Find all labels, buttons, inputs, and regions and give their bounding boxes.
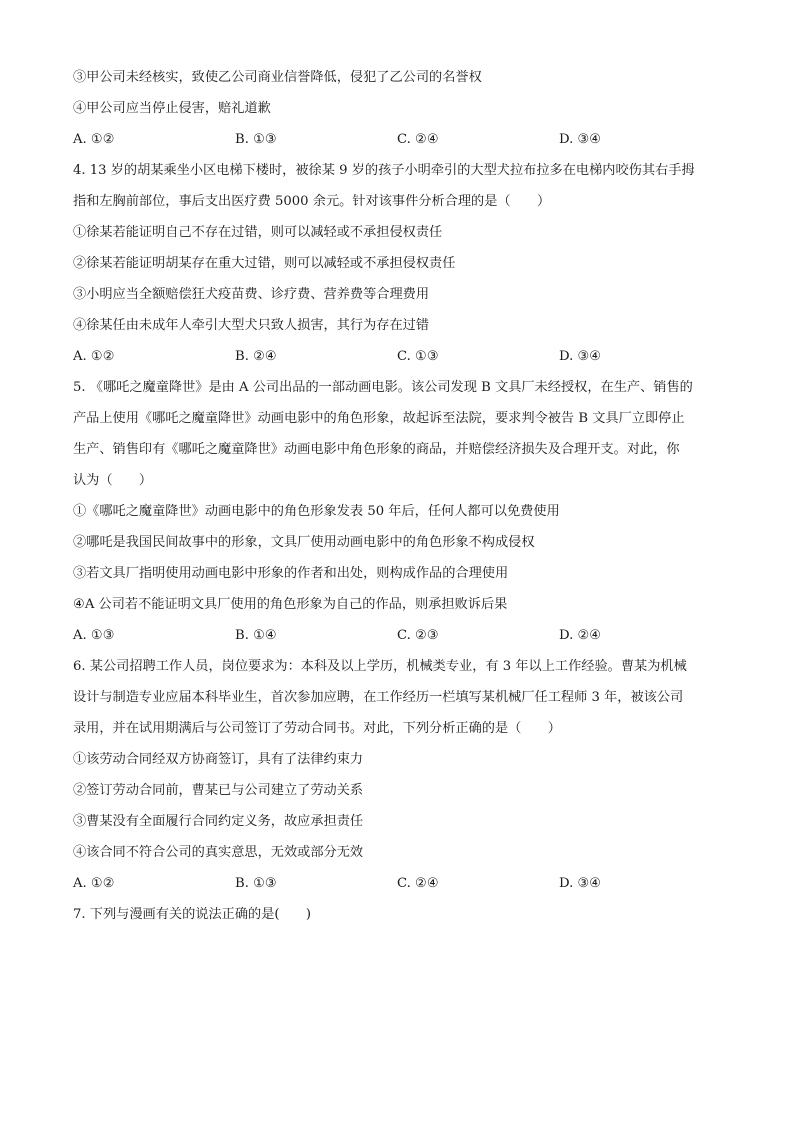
- q5-stem-line-4: 认为（ ）: [73, 473, 153, 488]
- q5-stem-line-1: 5. 《哪吒之魔童降世》是由 A 公司出品的一部动画电影。该公司发现 B 文具厂未经授权，在生产、销售的: [73, 380, 693, 395]
- exam-page: [73, 62, 723, 930]
- q5-option-d: D. ②④: [559, 628, 602, 643]
- q6-stem-line-1: 6. 某公司招聘工作人员，岗位要求为：本科及以上学历，机械类专业，有 3 年以上工作经验。曹某为机械: [73, 659, 687, 674]
- q5-option-a: A. ①③: [73, 628, 115, 643]
- q4-statement-3: ③小明应当全额赔偿狂犬疫苗费、诊疗费、营养费等合理费用: [73, 287, 430, 302]
- q4-statement-2: ②徐某若能证明胡某存在重大过错，则可以减轻或不承担侵权责任: [73, 256, 456, 271]
- q4-option-d: D. ③④: [559, 349, 602, 364]
- q5-statement-1: ①《哪吒之魔童降世》动画电影中的角色形象发表 50 年后，任何人都可以免费使用: [73, 504, 560, 519]
- q6-option-c: C. ②④: [397, 876, 439, 891]
- q3-option-c: C. ②④: [397, 132, 439, 147]
- q5-statement-4: ④A 公司若不能证明文具厂使用的角色形象为自己的作品，则承担败诉后果: [73, 597, 508, 612]
- q4-option-a: A. ①②: [73, 349, 115, 364]
- q6-statement-4: ④该合同不符合公司的真实意思，无效或部分无效: [73, 845, 364, 860]
- q4-options: [73, 341, 723, 372]
- q3-options: [73, 124, 723, 155]
- q5-option-c: C. ②③: [397, 628, 439, 643]
- q4-option-c: C. ①③: [397, 349, 439, 364]
- q4-statement-1: ①徐某若能证明自己不存在过错，则可以减轻或不承担侵权责任: [73, 225, 443, 240]
- q6-statement-3: ③曹某没有全面履行合同约定义务，故应承担责任: [73, 814, 364, 829]
- q4-option-b: B. ②④: [235, 349, 277, 364]
- q6-statement-2: ②签订劳动合同前，曹某已与公司建立了劳动关系: [73, 783, 364, 798]
- q6-option-a: A. ①②: [73, 876, 115, 891]
- q5-statement-2: ②哪吒是我国民间故事中的形象，文具厂使用动画电影中的角色形象不构成侵权: [73, 535, 535, 550]
- q5-stem-line-3: 生产、销售印有《哪吒之魔童降世》动画电影中角色形象的商品，并赔偿经济损失及合理开支。对此，你: [73, 442, 680, 457]
- q6-statement-1: ①该劳动合同经双方协商签订，具有了法律约束力: [73, 752, 364, 767]
- q5-statement-3: ③若文具厂指明使用动画电影中形象的作者和出处，则构成作品的合理使用: [73, 566, 509, 581]
- q3-option-a: A. ①②: [73, 132, 115, 147]
- q3-option-b: B. ①③: [235, 132, 277, 147]
- q4-statement-4: ④徐某任由未成年人牵引大型犬只致人损害，其行为存在过错: [73, 318, 430, 333]
- q6-stem-line-3: 录用，并在试用期满后与公司签订了劳动合同书。对此，下列分析正确的是（ ）: [73, 721, 561, 736]
- q6-stem-line-2: 设计与制造专业应届本科毕业生，首次参加应聘，在工作经历一栏填写某机械厂任工程师 3 年，被该公司: [73, 690, 684, 705]
- q5-stem-line-2: 产品上使用《哪吒之魔童降世》动画电影中的角色形象，故起诉至法院，要求判令被告 B 文具厂立即停止: [73, 411, 685, 426]
- q5-option-b: B. ①④: [235, 628, 277, 643]
- q3-statement-4: ④甲公司应当停止侵害，赔礼道歉: [73, 101, 271, 116]
- q4-stem-line-2: 指和左胸前部位，事后支出医疗费 5000 余元。针对该事件分析合理的是（ ）: [73, 194, 551, 209]
- q6-option-b: B. ①③: [235, 876, 277, 891]
- q5-options: [73, 620, 723, 651]
- q7-stem: 7. 下列与漫画有关的说法正确的是( ): [73, 907, 312, 922]
- q3-option-d: D. ③④: [559, 132, 602, 147]
- q6-options: [73, 868, 723, 899]
- q3-statement-3: ③甲公司未经核实，致使乙公司商业信誉降低，侵犯了乙公司的名誉权: [73, 70, 482, 85]
- q6-option-d: D. ③④: [559, 876, 602, 891]
- q4-stem-line-1: 4. 13 岁的胡某乘坐小区电梯下楼时，被徐某 9 岁的孩子小明牵引的大型犬拉布拉多在电梯内咬伤其右手拇: [73, 163, 695, 178]
